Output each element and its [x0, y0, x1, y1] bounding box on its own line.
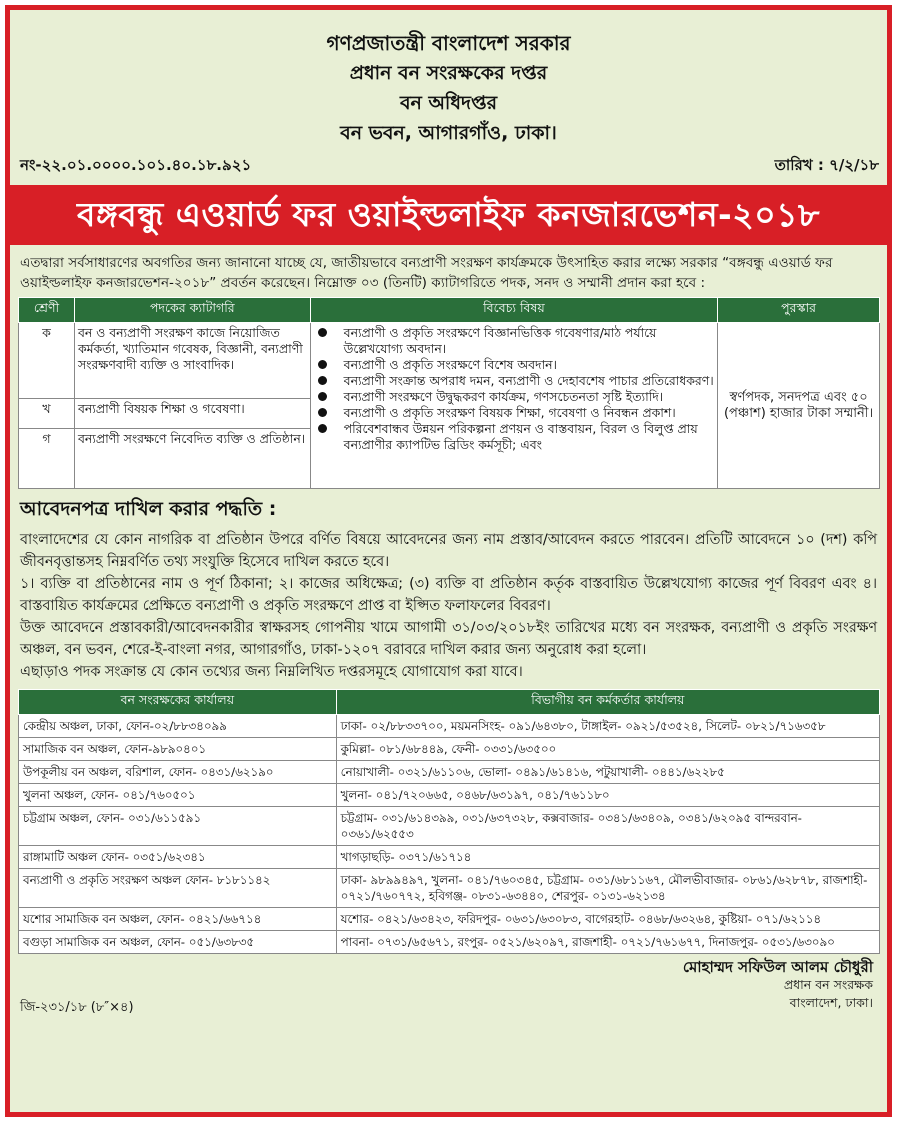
division-office-cell: যশোর- ০৪২১/৬৩৪২৩, ফরিদপুর- ০৬৩১/৬৩০৮৩, বাগেরহাট- ০৪৬৮/৬৩২৬৪, কুষ্টিয়া- ০৭১/৬২১১৪	[336, 908, 879, 931]
bullet-icon	[318, 392, 327, 401]
list-item: পরিবেশবান্ধব উন্নয়ন পরিকল্পনা প্রণয়ন ও বাস্তবায়ন, বিরল ও বিলুপ্ত প্রায় বন্যপ্রাণীর ক্যাপটিভ ব্রিডিং কর্মসূচী; এবং	[316, 421, 715, 453]
procedure-paragraph-3: উক্ত আবেদনে প্রস্তাবকারী/আবেদনকারীর স্বাক্ষরসহ গোপনীয় খামে আগামী ৩১/০৩/২০১৮ইং তারিখের মধ্যে বন সংরক্ষক, বন্যপ্রাণী ও প্রকৃতি সংরক্ষণ অঞ্চল, বন ভবন, শেরে-ই-বাংলা নগর, আগারগাঁও, ঢাকা-১২০৭ বরাবরে দাখিল করার জন্য অনুরোধ করা হলো।	[20, 620, 877, 658]
category-cell: বন ও বন্যপ্রাণী সংরক্ষণ কাজে নিয়োজিত কর্মকর্তা, খ্যাতিমান গবেষক, বিজ্ঞানী, বন্যপ্রাণী সংরক্ষণবাদী ব্যক্তি ও সাংবাদিক।	[74, 323, 310, 399]
circle-office-cell: যশোর সামাজিক বন অঞ্চল, ফোন- ০৪২১/৬৬৭১৪	[19, 908, 337, 931]
procedure-paragraph-1: বাংলাদেশের যে কোন নাগরিক বা প্রতিষ্ঠান উপরে বর্ণিত বিষয়ে আবেদনের জন্য নাম প্রস্তাব/আবেদন করতে পারবেন। প্রতিটি আবেদনে ১০ (দশ) কপি জীবনবৃত্তান্তসহ নিম্নবর্ণিত তথ্য সংযুক্তি হিসেবে দাখিল করতে হবে।	[20, 532, 877, 570]
division-office-cell: নোয়াখালী- ০৩২১/৬১১০৬, ভোলা- ০৪৯১/৬১৪১৬, পটুয়াখালী- ০৪৪১/৬২২৮৫	[336, 761, 879, 784]
table-row	[19, 869, 880, 908]
table-row	[19, 761, 880, 784]
signatory-title: প্রধান বন সংরক্ষক	[783, 977, 873, 992]
column-header-circle-office: বন সংরক্ষকের কার্যালয়	[19, 690, 337, 715]
procedure-text	[10, 527, 887, 685]
subjects-list	[314, 325, 715, 453]
list-item: বন্যপ্রাণী ও প্রকৃতি সংরক্ষণ বিষয়ক শিক্ষা, গবেষণা ও নিবন্ধন প্রকাশ।	[316, 405, 715, 421]
office-header	[10, 10, 887, 148]
class-cell: গ	[19, 429, 75, 489]
signature-block	[683, 958, 873, 1012]
signatory-place: বাংলাদেশ, ঢাকা।	[789, 995, 873, 1010]
reward-cell: স্বর্ণপদক, সনদপত্র এবং ৫০ (পঞ্চাশ) হাজার টাকা সম্মানী।	[718, 323, 880, 489]
table-row	[19, 715, 880, 738]
circle-office-cell: খুলনা অঞ্চল, ফোন- ০৪১/৭৬০৫০১	[19, 784, 337, 807]
column-header-division-office: বিভাগীয় বন কর্মকর্তার কার্যালয়	[336, 690, 879, 715]
office-name: প্রধান বন সংরক্ষকের দপ্তর	[349, 62, 548, 84]
division-office-cell: ঢাকা- ৯৮৯৯৪৯৭, খুলনা- ০৪১/৭৬০৩৪৫, চট্টগ্রাম- ০৩১/৬৮১১৬৭, মৌলভীবাজার- ০৮৬১/৬২৮৭৮, রাজশাহী- ০৭২১/৭৬০৭৭২, হবিগঞ্জ- ০৮৩১-৬৩৪৪০, শেরপুর- ০১৩১-৬২১৩৪	[336, 869, 879, 908]
bullet-icon	[318, 376, 327, 385]
class-cell: খ	[19, 399, 75, 429]
table-row	[19, 807, 880, 846]
circle-office-cell: বগুড়া সামাজিক বন অঞ্চল, ফোন- ০৫১/৬৩৮৩৫	[19, 931, 337, 954]
list-item: বন্যপ্রাণী ও প্রকৃতি সংরক্ষণে বিজ্ঞানভিত্তিক গবেষণার/মাঠ পর্যায়ে উল্লেখযোগ্য অবদান।	[316, 325, 715, 357]
table-row	[19, 738, 880, 761]
bullet-icon	[318, 328, 327, 337]
circle-office-cell: রাঙ্গামাটি অঞ্চল ফোন- ০৩৫১/৬২৩৪১	[19, 846, 337, 869]
division-office-cell: পাবনা- ০৭৩১/৬৫৬৭১, রংপুর- ০৫২১/৬২০৯৭, রাজশাহী- ০৭২১/৭৬১৬৭৭, দিনাজপুর- ০৫৩১/৬৩০৯০	[336, 931, 879, 954]
category-table-header	[19, 298, 880, 323]
notice-footer	[10, 954, 887, 1024]
division-office-cell: চট্টগ্রাম- ০৩১/৬১৪৩৯৯, ০৩১/৬৩৭৩২৮, কক্সবাজার- ০৩৪১/৬৩৪০৯, ০৩৪১/৬২০৯৫ বান্দরবান- ০৩৬১/৬২৫৫৩	[336, 807, 879, 846]
circle-office-cell: কেন্দ্রীয় অঞ্চল, ঢাকা, ফোন-০২/৮৮৩৪০৯৯	[19, 715, 337, 738]
division-office-cell: কুমিল্লা- ০৮১/৬৮৪৪৯, ফেনী- ০৩৩১/৬৩৫০০	[336, 738, 879, 761]
bullet-icon	[318, 360, 327, 369]
bullet-icon	[318, 424, 327, 433]
table-row	[19, 846, 880, 869]
circle-office-cell: চট্টগ্রাম অঞ্চল, ফোন- ০৩১/৬১১৫৯১	[19, 807, 337, 846]
column-header-category: পদকের ক্যাটাগরি	[74, 298, 310, 323]
government-name: গণপ্রজাতন্ত্রী বাংলাদেশ সরকার	[326, 31, 571, 55]
reference-line	[10, 154, 887, 179]
division-office-cell: খুলনা- ০৪১/৭২০৬৬৫, ০৪৬৮/৬৩১৯৭, ০৪১/৭৬১১৮০	[336, 784, 879, 807]
subjects-cell	[310, 323, 718, 489]
department-name: বন অধিদপ্তর	[399, 92, 498, 114]
notice-date: তারিখ : ৭/২/১৮	[774, 156, 879, 174]
contact-offices-table	[18, 689, 880, 954]
circle-office-cell: সামাজিক বন অঞ্চল, ফোন-৯৮৯০৪০১	[19, 738, 337, 761]
category-cell: বন্যপ্রাণী সংরক্ষণে নিবেদিত ব্যক্তি ও প্রতিষ্ঠান।	[74, 429, 310, 489]
ad-code: জি-২৩১/১৮ (৮″×৪)	[20, 1000, 134, 1015]
table-row	[19, 931, 880, 954]
signatory-name: মোহাম্মদ সফিউল আলম চৌধুরী	[682, 958, 873, 976]
list-item: বন্যপ্রাণী ও প্রকৃতি সংরক্ষণে বিশেষ অবদান।	[316, 357, 715, 373]
office-address: বন ভবন, আগারগাঁও, ঢাকা।	[340, 122, 557, 144]
circle-office-cell: বন্যপ্রাণী ও প্রকৃতি সংরক্ষণ অঞ্চল ফোন- ৮১৮১১৪২	[19, 869, 337, 908]
division-office-cell: ঢাকা- ০২/৮৮৩৩৭০০, ময়মনসিংহ- ০৯১/৬৪৩৮০, টাঙ্গাইল- ০৯২১/৫৩৫২৪, সিলেট- ০৮২১/৭১৬৩৫৮	[336, 715, 879, 738]
table-row	[19, 784, 880, 807]
table-row	[19, 323, 880, 399]
division-office-cell: খাগড়াছড়ি- ০৩৭১/৬১৭১৪	[336, 846, 879, 869]
list-item: বন্যপ্রাণী সংক্রান্ত অপরাধ দমন, বন্যপ্রাণী ও দেহাবশেষ পাচার প্রতিরোধকরণ।	[316, 373, 715, 389]
column-header-class: শ্রেণী	[19, 298, 75, 323]
table-row	[19, 908, 880, 931]
memo-number: নং-২২.০১.০০০০.১০১.৪০.১৮.৯২১	[20, 156, 252, 174]
column-header-reward: পুরস্কার	[718, 298, 880, 323]
list-item: বন্যপ্রাণী সংরক্ষণে উদ্বুদ্ধকরণ কার্যক্রম, গণসচেতনতা সৃষ্টি ইত্যাদি।	[316, 389, 715, 405]
intro-paragraph: এতদ্বারা সর্বসাধারণের অবগতির জন্য জানানো যাচ্ছে যে, জাতীয়ভাবে বন্যপ্রাণী সংরক্ষণ কার্যক্রমকে উৎসাহিত করার লক্ষ্যে সরকার “বঙ্গবন্ধু এওয়ার্ড ফর ওয়াইল্ডলাইফ কনজারভেশন-২০১৮” প্রবর্তন করেছেন। নিম্নোক্ত ০৩ (তিনটি) ক্যাটাগরিতে পদক, সনদ ও সম্মানী প্রদান করা হবে :	[20, 255, 833, 291]
offices-table-header	[19, 690, 880, 715]
award-title-banner: বঙ্গবন্ধু এওয়ার্ড ফর ওয়াইল্ডলাইফ কনজারভেশন-২০১৮	[10, 185, 887, 245]
notice-frame	[5, 5, 892, 1117]
category-table	[18, 297, 880, 489]
category-cell: বন্যপ্রাণী বিষয়ক শিক্ষা ও গবেষণা।	[74, 399, 310, 429]
procedure-title: আবেদনপত্র দাখিল করার পদ্ধতি :	[20, 498, 277, 520]
bullet-icon	[318, 408, 327, 417]
class-cell: ক	[19, 323, 75, 399]
column-header-subjects: বিবেচ্য বিষয়	[310, 298, 718, 323]
procedure-paragraph-4: এছাড়াও পদক সংক্রান্ত যে কোন তথ্যের জন্য নিম্নলিখিত দপ্তরসমূহে যোগাযোগ করা যাবে।	[20, 664, 523, 680]
procedure-paragraph-2: ১। ব্যক্তি বা প্রতিষ্ঠানের নাম ও পূর্ণ ঠিকানা; ২। কাজের অধিক্ষেত্র; (৩) ব্যক্তি বা প্রতিষ্ঠান কর্তৃক বাস্তবায়িত উল্লেখযোগ্য কাজের পূর্ণ বিবরণ এবং ৪। বাস্তবায়িত কার্যক্রমের প্রেক্ষিতে বন্যপ্রাণী ও প্রকৃতি সংরক্ষণে প্রাপ্ত বা ইপ্সিত ফলাফলের বিবরণ।	[20, 576, 877, 614]
circle-office-cell: উপকূলীয় বন অঞ্চল, বরিশাল, ফোন- ০৪৩১/৬২১৯০	[19, 761, 337, 784]
